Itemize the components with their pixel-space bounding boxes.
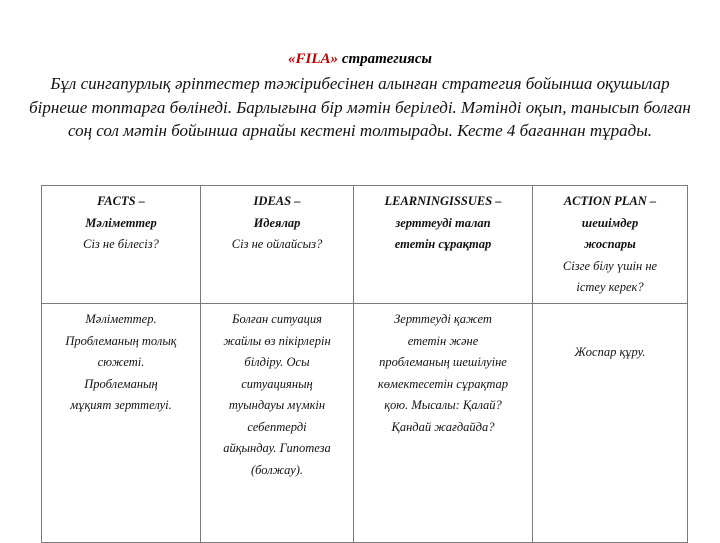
table-row bbox=[42, 304, 688, 543]
header-line: Сізге білу үшін не bbox=[562, 258, 658, 273]
cell-line: ситуацияның bbox=[241, 376, 313, 391]
header-line: ететін сұрақтар bbox=[394, 237, 492, 251]
cell-line: Жоспар құру. bbox=[574, 345, 646, 359]
header-line: Идеялар bbox=[253, 215, 301, 230]
header-learning-issues bbox=[354, 186, 533, 304]
cell-line: ететін және bbox=[407, 333, 479, 348]
cell-line: сюжеті. bbox=[97, 355, 145, 369]
cell-line: Қандай жағдайда? bbox=[391, 419, 495, 434]
header-line: Сіз не білесіз? bbox=[83, 237, 159, 251]
cell-line: көмектесетін сұрақтар bbox=[377, 376, 509, 391]
cell-line: Проблеманың bbox=[84, 376, 158, 391]
header-line: ACTION PLAN – bbox=[563, 194, 657, 208]
table-header-row bbox=[42, 186, 688, 304]
cell-action-plan bbox=[533, 304, 688, 543]
cell-ideas bbox=[201, 304, 354, 543]
intro-paragraph: Бұл сингапурлық әріптестер тәжірибесінен алынған стратегия бойынша оқушылар бірнеше топтарға бөлінеді. Барлығына бір мәтін беріледі. Мәтінді оқып, танысып болған соң сол мәтін бойынша арнайы кестені толтырады. Кесте 4 бағаннан тұрады. bbox=[29, 74, 691, 140]
header-line: шешімдер bbox=[581, 215, 639, 230]
header-line: IDEAS – bbox=[253, 194, 301, 208]
cell-line: проблеманың шешілуіне bbox=[379, 355, 507, 369]
cell-line: туындауы мүмкін bbox=[228, 398, 326, 412]
header-line: зерттеуді талап bbox=[395, 215, 491, 230]
header-line: LEARNINGISSUES – bbox=[384, 194, 502, 208]
cell-line: қою. Мысалы: Қалай? bbox=[384, 398, 502, 412]
title-accent: «FILA» bbox=[288, 51, 339, 67]
cell-line: Болған ситуация bbox=[232, 312, 322, 326]
cell-line: Мәліметтер. bbox=[85, 312, 157, 326]
cell-line: себептерді bbox=[247, 419, 307, 434]
cell-line: Зерттеуді қажет bbox=[394, 312, 492, 326]
cell-line: білдіру. Осы bbox=[244, 355, 310, 369]
header-ideas bbox=[201, 186, 354, 304]
cell-line: Проблеманың толық bbox=[65, 333, 177, 348]
header-line: істеу керек? bbox=[576, 280, 644, 294]
cell-line: (болжау). bbox=[250, 462, 304, 477]
cell-line: мұқият зерттелуі. bbox=[70, 398, 172, 412]
cell-line: айқындау. Гипотеза bbox=[223, 441, 331, 455]
cell-facts bbox=[42, 304, 201, 543]
header-action-plan bbox=[533, 186, 688, 304]
header-facts bbox=[42, 186, 201, 304]
slide-title bbox=[40, 48, 680, 70]
header-line: FACTS – bbox=[97, 194, 145, 208]
header-line: жоспары bbox=[584, 237, 636, 251]
header-line: Мәліметтер bbox=[85, 215, 157, 230]
title-rest: стратегиясы bbox=[338, 51, 432, 67]
cell-learning-issues bbox=[354, 304, 533, 543]
cell-line: жайлы өз пікірлерін bbox=[223, 333, 331, 348]
fila-table bbox=[41, 185, 688, 543]
header-line: Сіз не ойлайсыз? bbox=[231, 237, 323, 251]
